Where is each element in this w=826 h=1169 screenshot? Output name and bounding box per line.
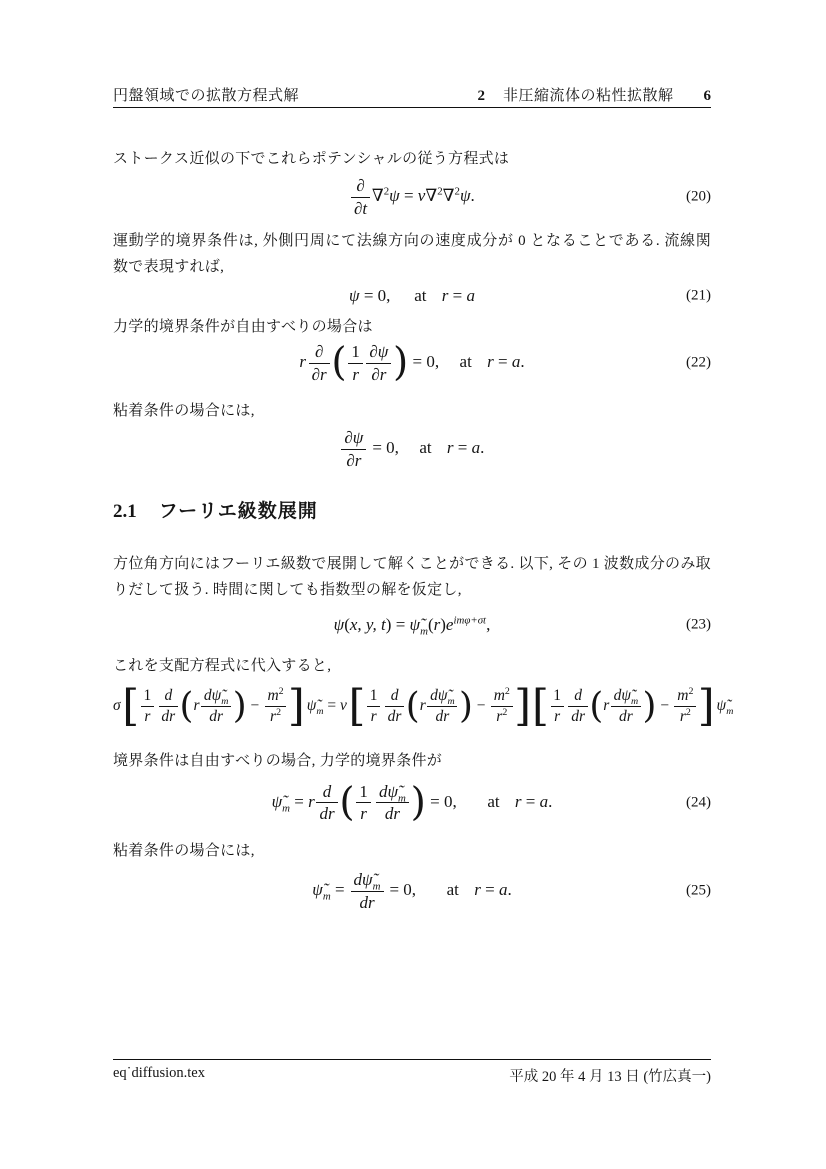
running-header <box>113 84 711 105</box>
equation-24 <box>113 779 711 825</box>
header-rule <box>113 107 711 108</box>
equation-25-number: (25) <box>686 882 711 899</box>
equation-governing-math: σ[ $\frac{1}{r}$ $\frac{d}{dr}$ (r $\frac{d\psĩ_m}{dr}$ ) − $\frac{m^2}{r^2}$ ] $\psĩ_m = \nu$[ $\frac{1}{r}$ $\frac{d}{dr}$ (r $\frac{d\psĩ_m}{dr}$ ) − $\frac{m^2}{r^2}$ ][ $\frac{1}{r}$ $\frac{d}{dr}$ (r $\frac{d\psĩ_m}{dr}$ ) − $\frac{m^2}{r^2}$ ] $\psĩ_m$ <box>113 681 734 732</box>
equation-unnumbered-math: $\frac{\partial\psi}{\partial r}$ = 0, at r = a. <box>340 428 485 470</box>
section-heading-title: フーリエ級数展開 <box>158 501 318 523</box>
running-head-right <box>477 84 711 105</box>
footer <box>113 1065 711 1086</box>
paragraph-substitute: これを支配方程式に代入すると, <box>113 658 332 675</box>
equation-23-math: ψ(x, y, $t) = \psĩ_m(r)e^{im\varphi+\sigma t}$, <box>333 614 491 638</box>
equation-25 <box>113 870 711 912</box>
equation-25-math: $\psĩ_m$ = $\frac{d\psĩ_m}{dr}$ = 0, at r = a. <box>312 870 512 912</box>
equation-21-math: ψ = 0, at r = a <box>349 286 475 306</box>
equation-22-number: (22) <box>686 354 711 371</box>
equation-24-number: (24) <box>686 794 711 811</box>
equation-23-number: (23) <box>686 616 711 633</box>
paragraph-fourier: 方位角方向にはフーリエ級数で展開して解くことができる. 以下, その 1 波数成分のみ取りだして扱う. 時間に関しても指数型の解を仮定し, <box>113 556 711 599</box>
page-number: 6 <box>703 88 711 104</box>
paragraph-freeslip-bc: 境界条件は自由すべりの場合, 力学的境界条件が <box>113 752 443 769</box>
equation-20-math: $\frac{\partial}{\partial t}$ ∇$^2$ψ = ν∇$^2$∇$^2$ψ. <box>349 176 475 218</box>
running-head-left: 円盤領域での拡散方程式解 <box>113 87 300 104</box>
equation-20-number: (20) <box>686 188 711 205</box>
paragraph-noslip2: 粘着条件の場合には, <box>113 843 255 859</box>
equation-governing <box>113 681 734 732</box>
paragraph-noslip: 粘着条件の場合には, <box>113 403 255 420</box>
footer-filename: eq˙diffusion.tex <box>113 1065 205 1081</box>
equation-23 <box>113 614 711 638</box>
footer-rule <box>113 1059 711 1060</box>
equation-unnumbered <box>113 428 711 470</box>
equation-20 <box>113 176 711 218</box>
equation-21 <box>113 286 711 306</box>
header-section-title: 非圧縮流体の粘性拡散解 <box>502 87 674 104</box>
header-section-number: 2 <box>477 88 485 104</box>
body-column <box>113 128 734 912</box>
paragraph-kinematic-bc: 運動学的境界条件は, 外側円周にて法線方向の速度成分が 0 となることである. 流線関数で表現すれば, <box>113 233 711 276</box>
paragraph-intro: ストークス近似の下でこれらポテンシャルの従う方程式は <box>113 151 510 167</box>
equation-22 <box>113 342 711 384</box>
equation-24-math: $\psĩ_m = r$ $\frac{d}{dr}$ ( $\frac{1}{r}$ $\frac{d\psĩ_m}{dr}$ ) = 0, at r = a. <box>271 779 553 825</box>
footer-date: 平成 20 年 4 月 13 日 (竹広真一) <box>509 1069 711 1085</box>
equation-21-number: (21) <box>686 287 711 304</box>
equation-22-math: r $\frac{\partial}{\partial r}$ ( $\frac{1}{r}$ $\frac{\partial\psi}{\partial r}$ ) = 0, at r = a. <box>299 340 525 386</box>
paragraph-dynamic-bc: 力学的境界条件が自由すべりの場合は <box>113 319 373 336</box>
section-heading <box>113 496 711 523</box>
section-heading-number: 2.1 <box>113 501 137 523</box>
